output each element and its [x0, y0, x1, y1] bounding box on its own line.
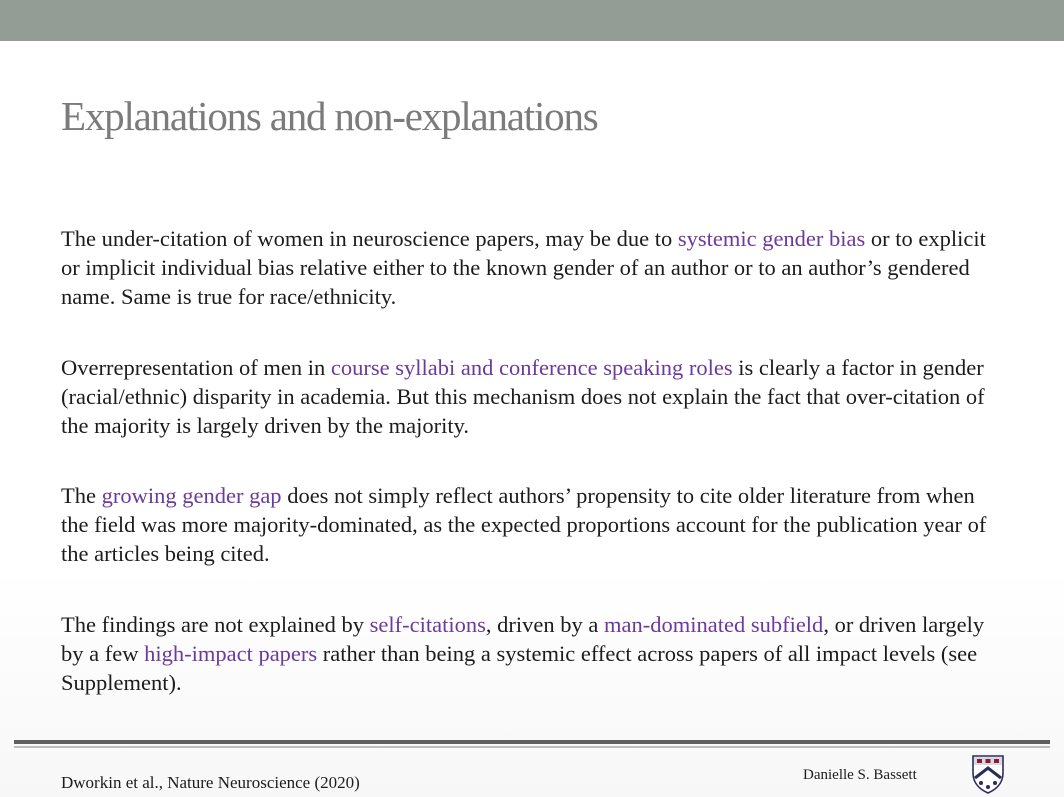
paragraph-text: or to explicit or implicit individual bias relative either to the known gender of an author or to an author’s gendered name. Same is true for race/ethnicity.	[61, 226, 986, 309]
author-name: Danielle S. Bassett	[803, 767, 917, 783]
paragraph-text: Overrepresentation of men in	[61, 355, 331, 380]
paragraph-non-explanations	[61, 610, 1006, 697]
paragraph-text: , or driven largely by a few	[61, 612, 985, 666]
highlighted-phrase: systemic gender bias	[677, 226, 866, 251]
paragraph-overrepresentation	[61, 353, 1006, 440]
footer-divider	[14, 740, 1050, 744]
highlighted-phrase: man-dominated subfield	[603, 612, 824, 637]
highlighted-phrase: course syllabi and conference speaking roles	[330, 355, 733, 380]
paragraph-systemic-bias	[61, 224, 1006, 311]
university-shield-icon	[970, 753, 1006, 795]
paragraph-text: does not simply reflect authors’ propensity to cite older literature from when the field was more majority-dominated, as the expected proportions account for the publication year of the articles being cited.	[61, 483, 987, 566]
paragraph-text: The	[61, 483, 102, 508]
paragraph-text: The under-citation of women in neuroscience papers, may be due to	[61, 226, 678, 251]
paragraph-text: The findings are not explained by	[61, 612, 370, 637]
top-banner	[0, 0, 1064, 41]
slide-title: Explanations and non-explanations	[61, 93, 598, 139]
paragraph-text: is clearly a factor in gender (racial/ethnic) disparity in academia. But this mechanism does not explain the fact that over-citation of the majority is largely driven by the majority.	[61, 355, 985, 438]
highlighted-phrase: high-impact papers	[144, 641, 318, 666]
paragraph-text: , driven by a	[485, 612, 604, 637]
footer-divider-shadow	[14, 746, 1050, 748]
highlighted-phrase: growing gender gap	[101, 483, 282, 508]
paragraph-text: rather than being a systemic effect across papers of all impact levels (see Supplement).	[61, 641, 978, 695]
paragraph-growing-gap	[61, 481, 1006, 568]
highlighted-phrase: self-citations	[369, 612, 486, 637]
citation-text: Dworkin et al., Nature Neuroscience (2020)	[61, 773, 360, 792]
